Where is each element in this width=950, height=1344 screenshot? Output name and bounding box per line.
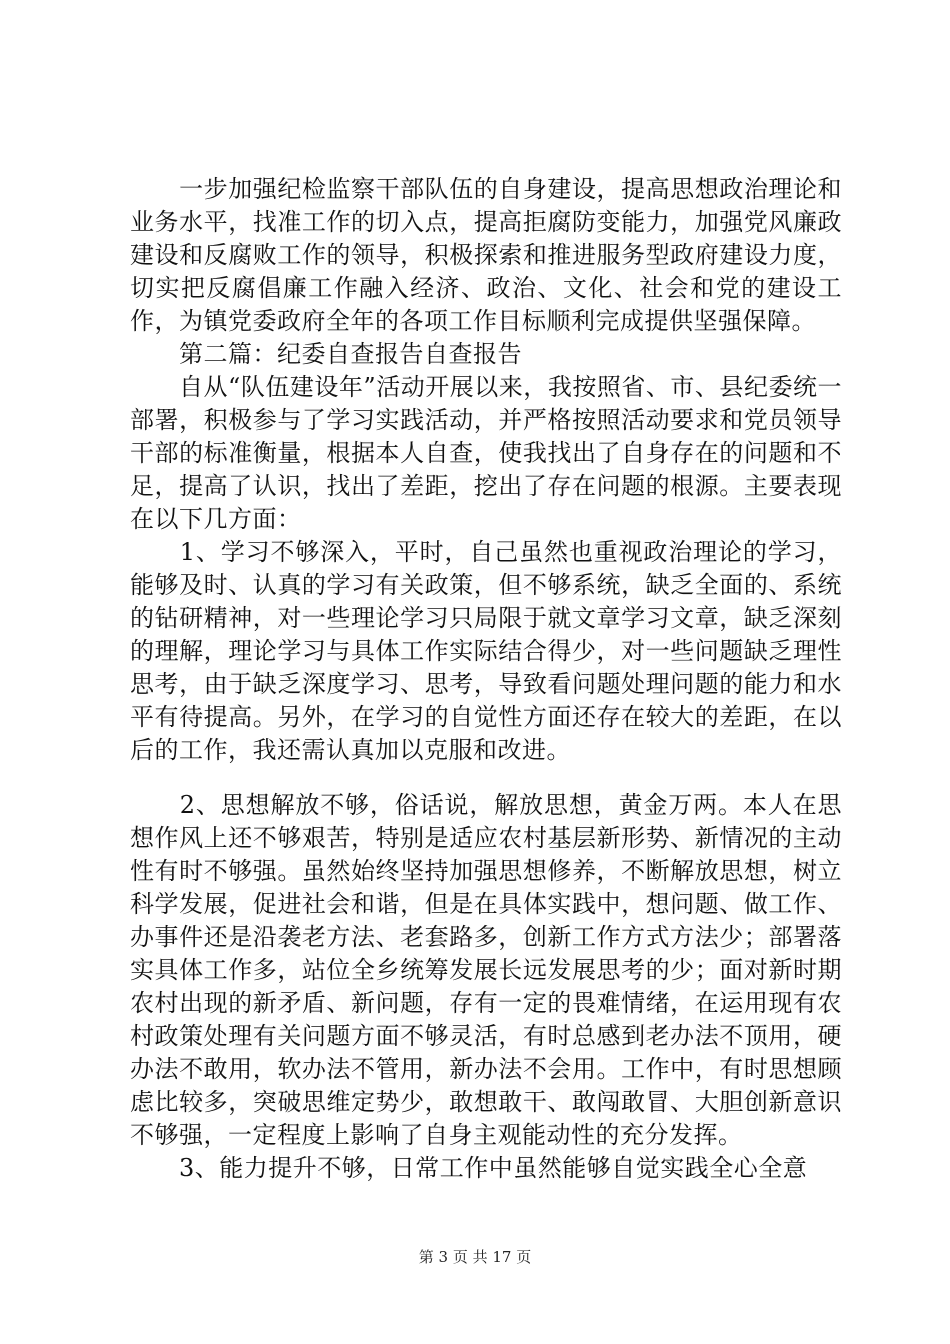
paragraph-item-2: 2、思想解放不够，俗话说，解放思想，黄金万两。本人在思想作风上还不够艰苦，特别是适应农村基层新形势、新情况的主动性有时不够强。虽然始终坚持加强思想修养，不断解放思想，树立科学发展，促进社会和谐，但是在具体实践中，想问题、做工作、办事件还是沿袭老方法、老套路多，创新工作方式方法少；部署落实具体工作多，站位全乡统筹发展长远发展思考的少；面对新时期农村出现的新矛盾、新问题，存有一定的畏难情绪，在运用现有农村政策处理有关问题方面不够灵活，有时总感到老办法不顶用，硬办法不敢用，软办法不管用，新办法不会用。工作中，有时思想顾虑比较多，突破思维定势少，敢想敢干、敢闯敢冒、大胆创新意识不够强，一定程度上影响了自身主观能动性的充分发挥。	[130, 791, 842, 1149]
paragraph-item-1: 1、学习不够深入，平时，自己虽然也重视政治理论的学习，能够及时、认真的学习有关政策，但不够系统，缺乏全面的、系统的钻研精神，对一些理论学习只局限于就文章学习文章，缺乏深刻的理解，理论学习与具体工作实际结合得少，对一些问题缺乏理性思考，由于缺乏深度学习、思考，导致看问题处理问题的能力和水平有待提高。另外，在学习的自觉性方面还存在较大的差距，在以后的工作，我还需认真加以克服和改进。	[130, 538, 842, 764]
paragraph-intro: 自从“队伍建设年”活动开展以来，我按照省、市、县纪委统一部署，积极参与了学习实践活动，并严格按照活动要求和党员领导干部的标准衡量，根据本人自查，使我找出了自身存在的问题和不足，提高了认识，找出了差距，挖出了存在问题的根源。主要表现在以下几方面：	[130, 373, 842, 533]
paragraph-spacer	[130, 767, 842, 789]
paragraph-item-3: 3、能力提升不够，日常工作中虽然能够自觉实践全心全意	[130, 1154, 808, 1182]
paragraph-continuation: 一步加强纪检监察干部队伍的自身建设，提高思想政治理论和业务水平，找准工作的切入点，提高拒腐防变能力，加强党风廉政建设和反腐败工作的领导，积极探索和推进服务型政府建设力度，切实把反腐倡廉工作融入经济、政治、文化、社会和党的建设工作，为镇党委政府全年的各项工作目标顺利完成提供坚强保障。	[130, 175, 842, 335]
section-heading: 第二篇：纪委自查报告自查报告	[130, 340, 522, 368]
document-body	[130, 173, 842, 1185]
page-footer: 第 3 页 共 17 页	[418, 1248, 532, 1266]
